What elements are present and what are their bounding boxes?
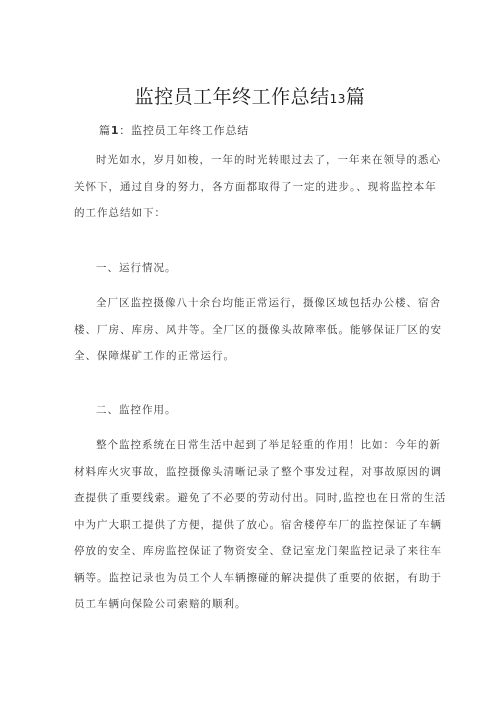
paragraph-line: 停放的安全、库房监控保证了物资安全、登记室龙门架监控记录了来往车: [74, 545, 442, 557]
intro-paragraph: [74, 147, 441, 227]
section-2-title: [74, 397, 428, 424]
section-heading: [99, 122, 249, 138]
paragraph-line: 材料库火灾事故，监控摄像头清晰记录了整个事发过程，对事故原因的调: [74, 465, 442, 478]
paragraph-line: 关怀下，通过自身的努力，各方面都取得了一定的进步。、现将监控本年: [74, 180, 437, 193]
section-2-title-text: 二、监控作用。: [96, 404, 177, 416]
title-number: 13: [329, 92, 346, 106]
document-title: [0, 82, 500, 109]
section-1-title-text: 一、运行情况。: [96, 262, 177, 274]
section-2-paragraph: [74, 432, 447, 618]
title-tail: 篇: [345, 86, 366, 108]
title-main: 监控员工年终工作总结: [134, 86, 330, 108]
paragraph-line: 员工车辆向保险公司索赔的顺利。: [74, 598, 247, 610]
paragraph-line: 全厂区监控摄像八十余台均能正常运行，摄像区域包括办公楼、宿舍: [96, 297, 441, 309]
section-heading-number: 1: [110, 124, 120, 137]
paragraph-line: 的工作总结如下：: [74, 207, 166, 219]
paragraph-line: 全、保障煤矿工作的正常运行。: [74, 350, 235, 362]
section-1-title: [74, 255, 428, 282]
paragraph-line: 查提供了重要线索。避免了不必要的劳动付出。同时,监控也在日常的生活: [74, 492, 447, 504]
section-heading-text: ：监控员工年终工作总结: [119, 124, 250, 137]
paragraph-line: 楼、厂房、库房、风井等。全厂区的摄像头故障率低。能够保证厂区的安: [74, 323, 442, 336]
paragraph-line: 辆等。监控记录也为员工个人车辆擦碰的解决提供了重要的依据，有助于: [74, 571, 442, 584]
section-heading-prefix: 篇: [99, 124, 111, 137]
paragraph-line: 时光如水，岁月如梭，一年的时光转眼过去了，一年来在领导的悉心: [96, 154, 441, 166]
paragraph-line: 整个监控系统在日常生活中起到了举足轻重的作用！比如：今年的新: [96, 439, 441, 451]
paragraph-line: 中为广大职工提供了方便，提供了放心。宿舍楼停车厂的监控保证了车辆: [74, 518, 442, 531]
section-1-paragraph: [74, 290, 442, 370]
